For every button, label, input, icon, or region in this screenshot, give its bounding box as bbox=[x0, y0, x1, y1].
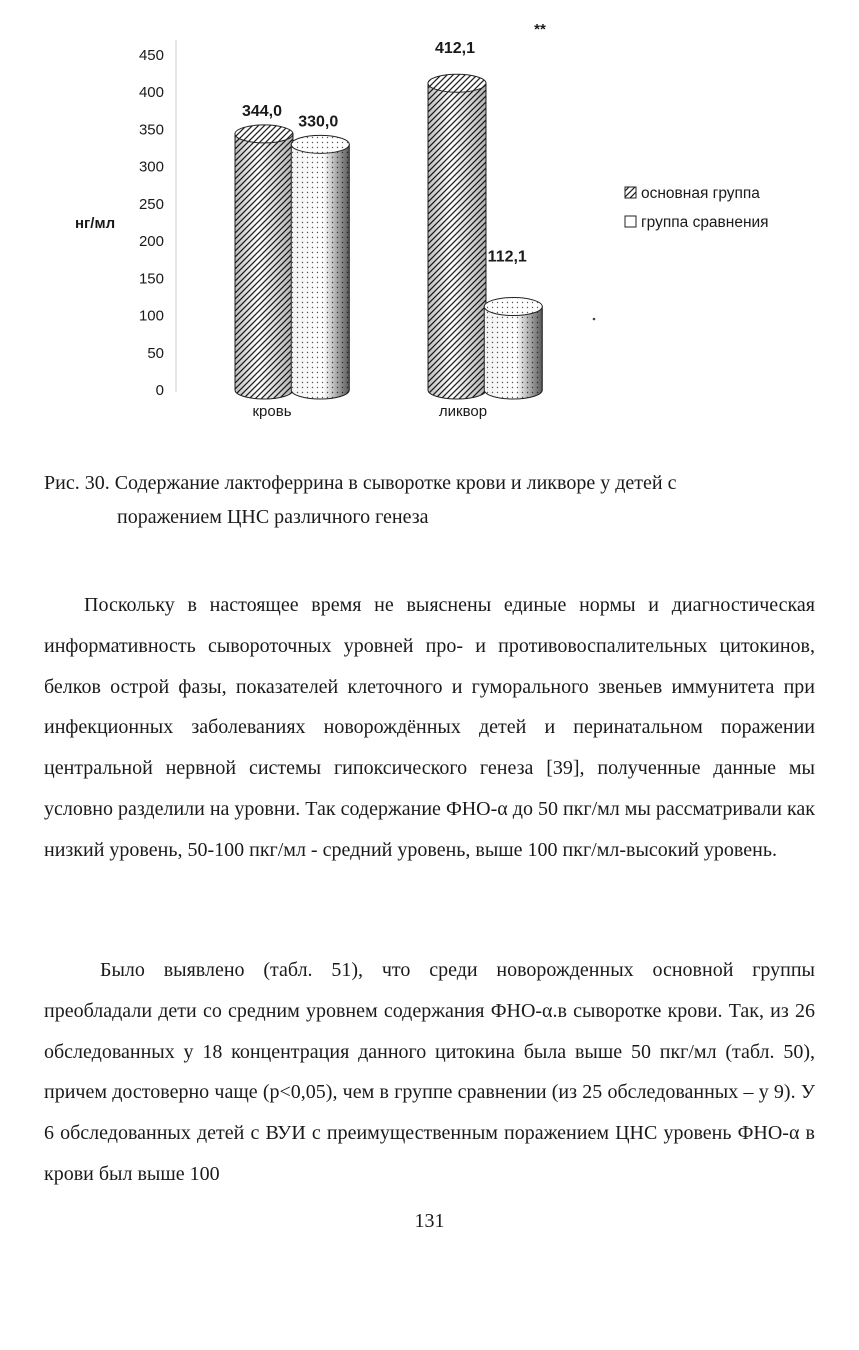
paragraph-1: Поскольку в настоящее время не выяснены единые нормы и диагностическая информативность сывороточных уровней про- и противовоспалительных цитокинов, белков острой фазы, показателей клеточного и гуморального звеньев иммунитета при инфекционных заболеваниях новорождённых детей и перинатальном поражении центральной нервной системы гипоксического генеза [39], полученные данные мы условно разделили на уровни. Так содержание ФНО-α до 50 пкг/мл мы рассматривали как низкий уровень, 50-100 пкг/мл - средний уровень, выше 100 пкг/мл-высокий уровень. bbox=[44, 594, 815, 861]
legend-label-main-group: основная группа bbox=[641, 185, 760, 202]
y-axis-label: нг/мл bbox=[75, 215, 116, 232]
paragraph-2: Было выявлено (табл. 51), что среди новорожденных основной группы преобладали дети со средним уровнем содержания ФНО-α.в сыворотке крови. Так, из 26 обследованных у 18 концентрация данного цитокина была выше 50 пкг/мл (табл. 50), причем достоверно чаще (р<0,05), чем в группе сравнении (из 25 обследованных – у 9). У 6 обследованных детей с ВУИ с преимущественным поражением ЦНС уровень ФНО-α в крови был выше 100 bbox=[44, 959, 815, 1185]
bar-label-csf-main-group: 412,1 bbox=[434, 40, 476, 58]
bar-label-blood-main-group: 344,0 bbox=[241, 102, 283, 120]
y-tick-label: 200 bbox=[138, 233, 164, 251]
bar-blood-main-group bbox=[235, 125, 293, 399]
y-tick-label: 400 bbox=[138, 84, 164, 102]
y-tick-label: 300 bbox=[138, 158, 164, 176]
caption-line-1: Рис. 30. Содержание лактоферрина в сыворотке крови и ликворе у детей с bbox=[44, 472, 677, 494]
bars bbox=[235, 74, 542, 399]
lactoferrin-chart bbox=[0, 0, 859, 450]
legend-swatch-main-group bbox=[625, 187, 636, 198]
legend-swatch-comparison-group bbox=[625, 216, 636, 227]
figure-caption bbox=[44, 466, 824, 534]
y-tick-label: 150 bbox=[138, 270, 164, 288]
y-tick-label: 50 bbox=[147, 344, 164, 362]
legend-label-comparison-group: группа сравнения bbox=[641, 214, 769, 231]
y-tick-label: 0 bbox=[155, 382, 164, 399]
y-tick-label: 350 bbox=[138, 121, 164, 139]
bar-blood-comparison-group bbox=[291, 135, 349, 399]
bar-csf-main-group bbox=[428, 74, 486, 399]
y-tick-labels bbox=[139, 47, 164, 399]
bar-csf-comparison-group bbox=[484, 298, 542, 399]
stray-dot bbox=[593, 318, 596, 321]
page-number: 131 bbox=[414, 1210, 445, 1232]
bar-label-csf-comparison-group: 112,1 bbox=[487, 248, 527, 266]
x-tick-label-csf: ликвор bbox=[438, 403, 488, 420]
y-tick-label: 100 bbox=[138, 307, 164, 325]
y-tick-label: 450 bbox=[138, 47, 164, 64]
caption-line-2: поражением ЦНС различного генеза bbox=[117, 506, 429, 528]
bar-label-blood-comparison-group: 330,0 bbox=[298, 113, 339, 131]
legend bbox=[625, 185, 769, 231]
significance-annotation: ** bbox=[534, 21, 546, 38]
x-tick-label-blood: кровь bbox=[252, 403, 292, 420]
y-tick-label: 250 bbox=[138, 195, 164, 213]
